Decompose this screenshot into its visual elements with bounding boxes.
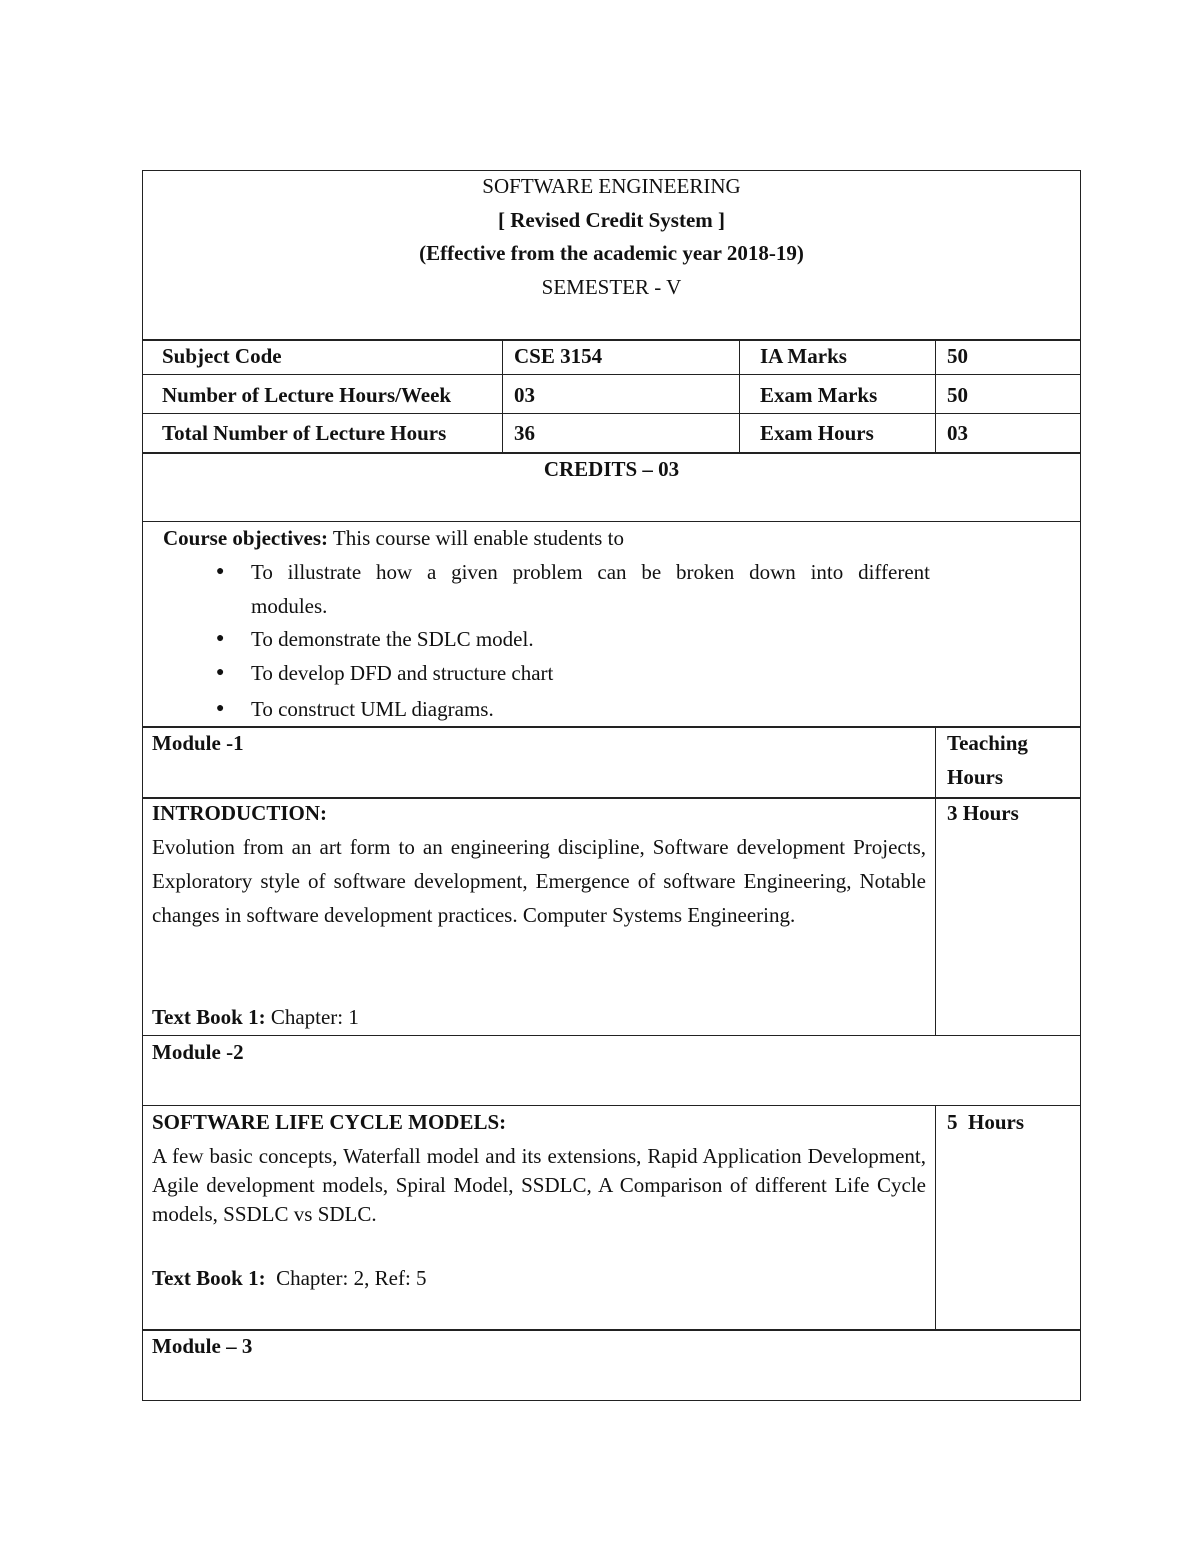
divider <box>142 1329 1081 1331</box>
objective-item: To illustrate how a given problem can be broken down into different <box>251 560 930 584</box>
column-divider <box>739 340 740 453</box>
exam-hours-value: 03 <box>947 421 968 445</box>
module-1-textbook <box>152 1000 359 1034</box>
module-1-title: INTRODUCTION: <box>152 801 328 825</box>
total-lecture-hours-label: Total Number of Lecture Hours <box>162 421 447 445</box>
module-3-heading: Module – 3 <box>152 1334 253 1358</box>
exam-marks-value: 50 <box>947 383 968 407</box>
module-1-heading: Module -1 <box>152 731 244 755</box>
objective-item: modules. <box>251 594 328 618</box>
objective-item: To develop DFD and structure chart <box>251 661 554 685</box>
lecture-hours-week-label: Number of Lecture Hours/Week <box>162 383 452 407</box>
effective-year: (Effective from the academic year 2018-19) <box>419 241 804 265</box>
bullet-icon: ● <box>216 564 225 579</box>
divider <box>142 413 1081 414</box>
module-1-hours: 3 Hours <box>947 801 1019 825</box>
bullet-icon: ● <box>216 631 225 646</box>
subject-code-value: CSE 3154 <box>514 344 603 368</box>
column-divider <box>935 1106 936 1330</box>
column-divider <box>935 727 936 1035</box>
subject-code-label: Subject Code <box>162 344 282 368</box>
divider <box>142 339 1081 341</box>
bullet-icon: ● <box>216 665 225 680</box>
bullet-icon: ● <box>216 701 225 716</box>
divider <box>142 726 1081 728</box>
credit-system: [ Revised Credit System ] <box>497 208 726 232</box>
textbook-label: Text Book 1: <box>152 1005 266 1029</box>
module-2-body: A few basic concepts, Waterfall model and its extensions, Rapid Application Development, Agile development models, Spiral Model, SSDLC, A Comparison of different Life Cycle models, SSDLC vs SDLC. <box>152 1144 926 1226</box>
divider <box>142 374 1081 375</box>
credits: CREDITS – 03 <box>543 457 680 481</box>
ia-marks-value: 50 <box>947 344 968 368</box>
objective-item: To demonstrate the SDLC model. <box>251 627 534 651</box>
column-divider <box>935 340 936 453</box>
exam-hours-label: Exam Hours <box>760 421 874 445</box>
divider <box>142 1035 1081 1036</box>
lecture-hours-week-value: 03 <box>514 383 535 407</box>
semester: SEMESTER - V <box>541 275 682 299</box>
module-2-title: SOFTWARE LIFE CYCLE MODELS: <box>152 1110 507 1134</box>
course-objectives-text: This course will enable students to <box>328 526 624 550</box>
column-divider <box>502 340 503 453</box>
teaching-hours-header: Hours <box>947 765 1004 789</box>
teaching-hours-header: Teaching <box>947 731 1028 755</box>
module-2-textbook <box>152 1261 427 1295</box>
total-lecture-hours-value: 36 <box>514 421 535 445</box>
ia-marks-label: IA Marks <box>760 344 847 368</box>
course-objectives-label: Course objectives: <box>163 526 329 550</box>
course-objectives-intro <box>163 521 624 555</box>
textbook-value: Chapter: 1 <box>265 1005 359 1029</box>
textbook-value: Chapter: 2, Ref: 5 <box>265 1266 427 1290</box>
course-title: SOFTWARE ENGINEERING <box>482 174 741 198</box>
textbook-label: Text Book 1: <box>152 1266 266 1290</box>
module-2-hours: 5 Hours <box>947 1110 1025 1134</box>
exam-marks-label: Exam Marks <box>760 383 878 407</box>
objective-item: To construct UML diagrams. <box>251 697 494 721</box>
module-2-heading: Module -2 <box>152 1040 244 1064</box>
module-1-body: Evolution from an art form to an engineering discipline, Software development Projects, Exploratory style of software development, Emergence of software Engineering, Notable changes in software development practices. Computer Systems Engineering. <box>152 835 926 927</box>
